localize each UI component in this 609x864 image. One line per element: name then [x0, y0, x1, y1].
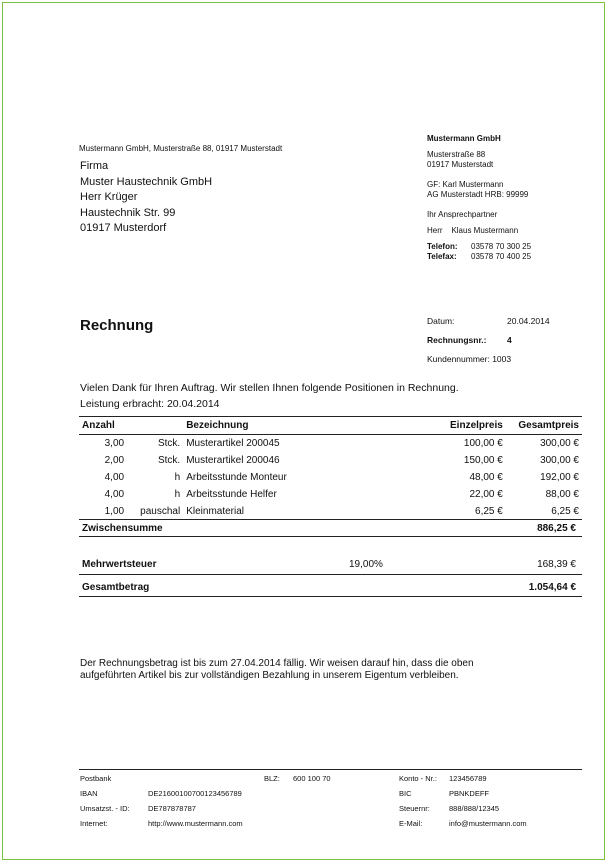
cell-unit-price: 22,00 €: [469, 489, 503, 500]
footer-label: BLZ:: [264, 774, 280, 783]
company-street: Musterstraße 88: [427, 150, 486, 159]
company-city: 01917 Musterstadt: [427, 160, 494, 169]
table-row: [79, 486, 582, 503]
intro-block: [80, 380, 459, 412]
cell-quantity: 2,00: [104, 455, 125, 466]
tax-rate: 19,00%: [349, 558, 383, 570]
cell-unit: h: [174, 472, 181, 483]
cell-total: 300,00 €: [540, 438, 579, 449]
table-row: [79, 435, 582, 453]
tax-row: [79, 556, 582, 575]
subtotal-value: 886,25 €: [537, 522, 576, 534]
cell-description: Kleinmaterial: [186, 506, 245, 517]
cell-total: 6,25 €: [551, 506, 579, 517]
tax-value: 168,39 €: [537, 558, 576, 570]
invoice-meta: [427, 311, 550, 368]
footer-account-column: [399, 771, 527, 831]
invoice-date: 20.04.2014: [507, 315, 550, 326]
cell-total: 300,00 €: [540, 455, 579, 466]
date-label: Datum:: [427, 315, 455, 326]
closing-line: Der Rechnungsbetrag ist bis zum 27.04.2014 fällig. Wir weisen darauf hin, dass die oben: [80, 658, 474, 669]
subtotal-label: Zwischensumme: [82, 522, 163, 534]
intro-text: Vielen Dank für Ihren Auftrag. Wir stellen Ihnen folgende Positionen in Rechnung.: [80, 382, 459, 394]
header-quantity: Anzahl: [79, 417, 127, 435]
table-row: [79, 469, 582, 486]
phone-label: Telefon:: [427, 242, 458, 251]
footer-label: Internet:: [80, 819, 108, 828]
cell-unit: pauschal: [140, 506, 181, 517]
company-name: Mustermann GmbH: [427, 134, 501, 143]
company-info: [427, 134, 531, 262]
recipient-line: Firma: [80, 160, 109, 172]
subtotal-row: [79, 519, 582, 537]
closing-text: [80, 658, 474, 682]
table-row: [79, 452, 582, 469]
footer-label: E-Mail:: [399, 819, 423, 828]
cell-unit-price: 150,00 €: [463, 455, 503, 466]
footer-value: 600 100 70: [293, 774, 331, 783]
footer-bank-column: [80, 771, 243, 831]
cell-description: Musterartikel 200046: [186, 455, 280, 466]
cell-quantity: 4,00: [104, 472, 125, 483]
cell-quantity: 4,00: [104, 489, 125, 500]
customer-number: Kundennummer: 1003: [427, 353, 512, 364]
service-date: Leistung erbracht: 20.04.2014: [80, 398, 220, 410]
header-description: Bezeichnung: [183, 417, 429, 435]
footer-blz-column: [264, 771, 331, 786]
footer-divider: [79, 769, 582, 770]
company-gf: GF: Karl Mustermann: [427, 180, 504, 189]
footer-value: DE787878787: [148, 804, 196, 813]
grand-total-label: Gesamtbetrag: [82, 581, 150, 593]
cell-description: Arbeitsstunde Helfer: [186, 489, 277, 500]
footer-value: DE21600100700123456789: [148, 789, 242, 798]
header-unit: [127, 417, 183, 435]
footer-label: Umsatzst. - ID:: [80, 804, 130, 813]
fax-number: 03578 70 400 25: [471, 252, 532, 261]
recipient-line: Muster Haustechnik GmbH: [80, 175, 213, 188]
fax-label: Telefax:: [427, 252, 457, 261]
table-row: [79, 503, 582, 520]
footer-value: info@mustermann.com: [449, 819, 527, 828]
recipient-line: Haustechnik Str. 99: [80, 206, 176, 219]
cell-quantity: 1,00: [104, 506, 125, 517]
cell-total: 192,00 €: [540, 472, 579, 483]
cell-unit: Stck.: [157, 455, 181, 466]
closing-line: aufgeführten Artikel bis zur vollständigen Bezahlung in unserem Eigentum verbleiben.: [80, 670, 459, 681]
grand-total-row: [79, 578, 582, 597]
cell-description: Musterartikel 200045: [186, 438, 280, 449]
phone-number: 03578 70 300 25: [471, 242, 532, 251]
recipient-address: [80, 159, 212, 237]
invoice-number-label: Rechnungsnr.:: [427, 334, 487, 345]
tax-label: Mehrwertsteuer: [82, 558, 157, 570]
footer-value: 123456789: [449, 774, 487, 783]
invoice-number: 4: [507, 334, 512, 345]
footer-value: http://www.mustermann.com: [148, 819, 243, 828]
footer-label: Konto - Nr.:: [399, 774, 437, 783]
header-unit-price: Einzelpreis: [430, 417, 506, 435]
footer-label: IBAN: [80, 789, 98, 798]
contact-name: Herr Klaus Mustermann: [427, 226, 519, 235]
table-header-row: [79, 417, 582, 435]
cell-quantity: 3,00: [104, 438, 125, 449]
cell-unit-price: 6,25 €: [475, 506, 503, 517]
contact-label: Ihr Ansprechpartner: [427, 210, 498, 219]
cell-description: Arbeitsstunde Monteur: [186, 472, 287, 483]
cell-unit: h: [174, 489, 181, 500]
recipient-line: Herr Krüger: [80, 191, 138, 203]
invoice-page: [2, 2, 605, 860]
document-title: Rechnung: [80, 317, 154, 334]
line-items-table: [79, 416, 582, 520]
sender-line: Mustermann GmbH, Musterstraße 88, 01917 Musterstadt: [79, 144, 283, 153]
cell-unit-price: 48,00 €: [469, 472, 503, 483]
cell-total: 88,00 €: [545, 489, 579, 500]
footer-label: Steuernr:: [399, 804, 430, 813]
cell-unit-price: 100,00 €: [463, 438, 503, 449]
footer-value: 888/888/12345: [449, 804, 500, 813]
footer-value: PBNKDEFF: [449, 789, 490, 798]
recipient-line: 01917 Musterdorf: [80, 222, 167, 234]
footer-label: Postbank: [80, 774, 112, 783]
header-total-price: Gesamtpreis: [506, 417, 582, 435]
grand-total-value: 1.054,64 €: [528, 581, 576, 593]
company-ag: AG Musterstadt HRB: 99999: [427, 190, 529, 199]
footer-label: BIC: [399, 789, 412, 798]
cell-unit: Stck.: [157, 438, 181, 449]
